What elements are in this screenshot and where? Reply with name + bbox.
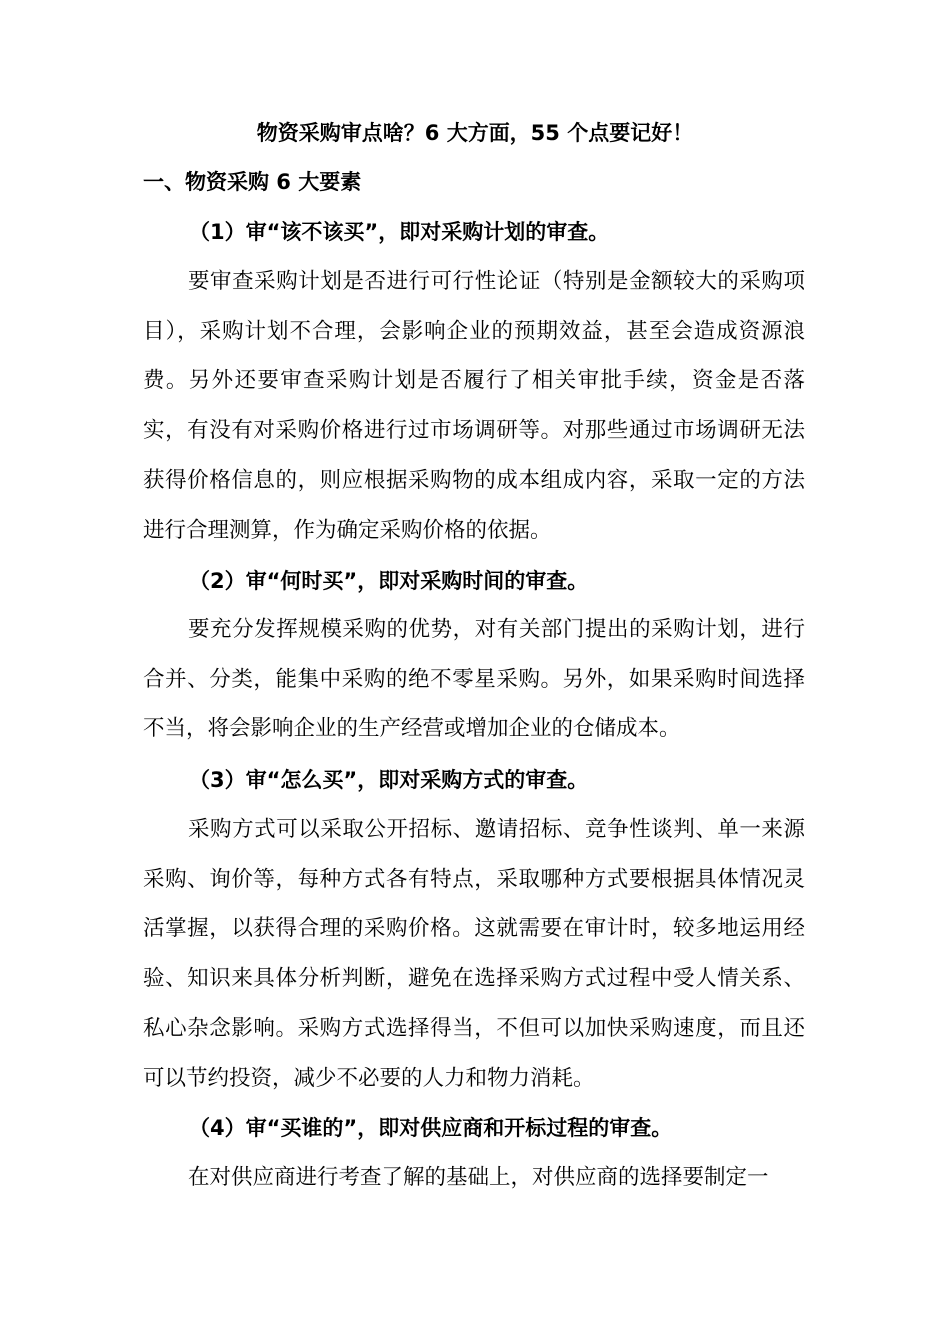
item-4-heading: （4）审“买谁的”，即对供应商和开标过程的审查。 — [189, 1116, 673, 1140]
item-2-body: 要充分发挥规模采购的优势，对有关部门提出的采购计划，进行合并、分类，能集中采购的绝不零星采购。另外，如果采购时间选择不当，将会影响企业的生产经营或增加企业的仓储成本。 — [143, 617, 805, 742]
item-3-heading: （3）审“怎么买”，即对采购方式的审查。 — [189, 768, 589, 792]
item-3-body: 采购方式可以采取公开招标、邀请招标、竞争性谈判、单一来源采购、询价等，每种方式各有特点，采取哪种方式要根据具体情况灵活掌握，以获得合理的采购价格。这就需要在审计时，较多地运用经验、知识来具体分析判断，避免在选择采购方式过程中受人情关系、私心杂念影响。采购方式选择得当，不但可以加快采购速度，而且还可以节约投资，减少不必要的人力和物力消耗。 — [143, 817, 805, 1091]
document-title: 物资采购审点啥？6 大方面，55 个点要记好！ — [256, 121, 694, 145]
section-heading: 一、物资采购 6 大要素 — [143, 170, 362, 194]
item-1-body: 要审查采购计划是否进行可行性论证（特别是金额较大的采购项目），采购计划不合理，会影响企业的预期效益，甚至会造成资源浪费。另外还要审查采购计划是否履行了相关审批手续，资金是否落实，有没有对采购价格进行过市场调研等。对那些通过市场调研无法获得价格信息的，则应根据采购物的成本组成内容，采取一定的方法进行合理测算，作为确定采购价格的依据。 — [143, 269, 805, 543]
item-1-heading: （1）审“该不该买”，即对采购计划的审查。 — [189, 220, 610, 244]
item-2-heading: （2）审“何时买”，即对采购时间的审查。 — [189, 569, 589, 593]
item-4-body: 在对供应商进行考查了解的基础上，对供应商的选择要制定一 — [188, 1165, 769, 1190]
